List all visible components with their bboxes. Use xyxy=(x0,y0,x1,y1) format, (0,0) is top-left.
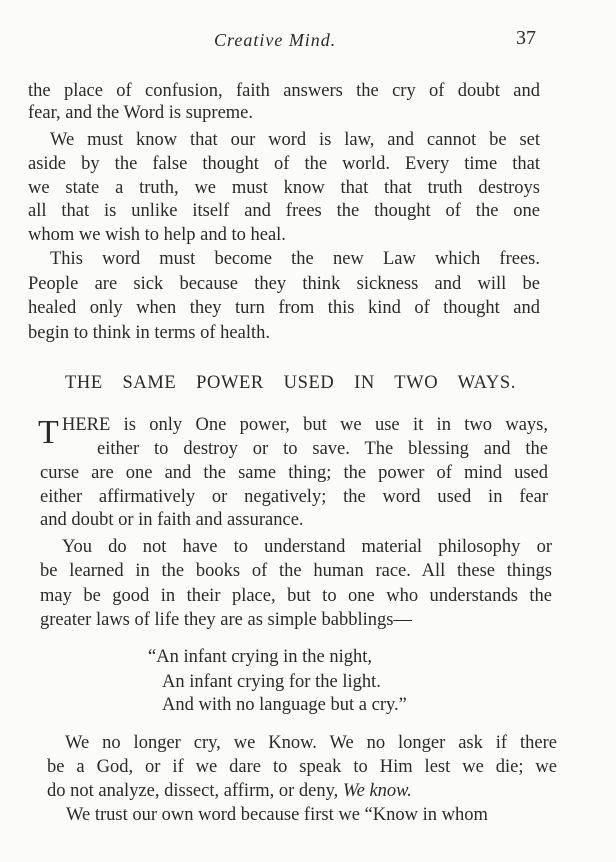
emphasis: We know. xyxy=(342,781,412,801)
text-line: We trust our own word because first we “Know in whom xyxy=(66,805,488,825)
text-line: either affirmatively or negatively; the word used in fear xyxy=(40,487,548,507)
text-line: People are sick because they think sickness and will be xyxy=(28,274,540,294)
text-line: This word must become the new Law which frees. xyxy=(50,249,540,269)
page-number: 37 xyxy=(516,27,536,49)
text-line: aside by the false thought of the world. Every time that xyxy=(28,154,540,174)
text-line: HERE is only One power, but we use it in two ways, xyxy=(62,415,548,435)
text-line: We must know that our word is law, and cannot be set xyxy=(50,130,540,150)
text-line: be a God, or if we dare to speak to Him lest we die; we xyxy=(47,757,557,777)
text-line: either to destroy or to save. The blessing and the xyxy=(97,439,548,459)
text-line: We no longer cry, we Know. We no longer ask if there xyxy=(65,733,557,753)
text-line: all that is unlike itself and frees the thought of the one xyxy=(28,201,540,221)
poem-line: An infant crying for the light. xyxy=(162,672,381,692)
text-line: may be good in their place, but to one who understands the xyxy=(40,586,552,606)
poem-line: And with no language but a cry.” xyxy=(162,695,407,715)
text-line: fear, and the Word is supreme. xyxy=(28,103,254,123)
poem-line: “An infant crying in the night, xyxy=(148,647,373,667)
text-line: greater laws of life they are as simple babblings— xyxy=(40,610,412,630)
section-heading: THE SAME POWER USED IN TWO WAYS. xyxy=(65,373,516,393)
text-span: do not analyze, dissect, affirm, or deny, xyxy=(47,781,343,801)
text-line: You do not have to understand material philosophy or xyxy=(62,537,552,557)
text-line: be learned in the books of the human race. All these things xyxy=(40,561,552,581)
text-line: begin to think in terms of health. xyxy=(28,323,270,343)
text-line xyxy=(47,780,559,802)
text-line: whom we wish to help and to heal. xyxy=(28,225,286,245)
text-line: and doubt or in faith and assurance. xyxy=(40,510,304,530)
running-title: Creative Mind. xyxy=(214,30,337,50)
text-line: we state a truth, we must know that that truth destroys xyxy=(28,178,540,198)
text-line: healed only when they turn from this kind of thought and xyxy=(28,298,540,318)
text-line: the place of confusion, faith answers the cry of doubt and xyxy=(28,81,540,101)
drop-cap: T xyxy=(38,414,59,451)
text-line: curse are one and the same thing; the power of mind used xyxy=(40,463,548,483)
